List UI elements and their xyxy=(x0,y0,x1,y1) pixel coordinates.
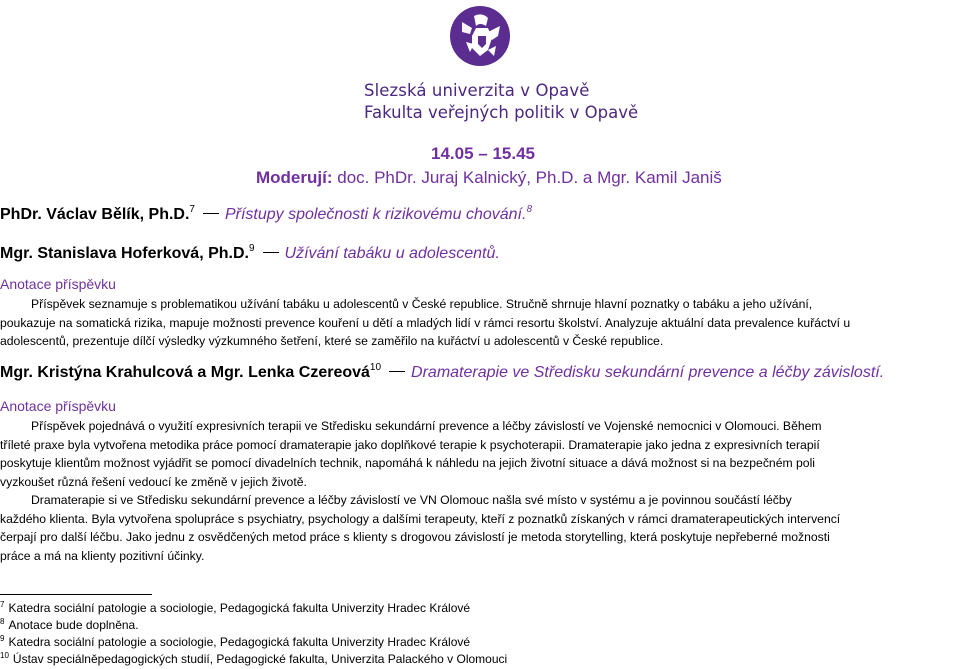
footnote xyxy=(0,617,139,632)
abstract-line xyxy=(0,295,960,314)
university-name: Slezská univerzita v Opavě xyxy=(364,81,590,100)
abstract-line: poskytuje klientům možnost vyjádřit se pomocí divadelních technik, napomáhá k náhledu na jejich životní situace a dává možnost si na bezpečném poli xyxy=(0,456,815,470)
footnote-ref: 9 xyxy=(248,243,255,254)
abstract-line-text: Příspěvek pojednává o využití expresivních terapii ve Středisku sekundární prevence a léčby závislostí ve Vojenské nemocnici v Olomouci. Během xyxy=(31,419,822,433)
abstract-text xyxy=(0,417,960,565)
footnote xyxy=(0,600,470,615)
talk-title: Užívání tabáku u adolescentů. xyxy=(284,245,500,262)
footnote xyxy=(0,651,507,666)
talk-2 xyxy=(0,243,500,263)
abstract-line: adolescentů, prezentuje dílčí výsledky výzkumného šetření, které se zaměřilo na kuřáctví u adolescentů v České republice. xyxy=(0,334,664,348)
abstract-text xyxy=(0,295,960,351)
talk-author: Mgr. Kristýna Krahulcová a Mgr. Lenka Czereová xyxy=(0,364,370,381)
session-time: 14.05 – 15.45 xyxy=(431,144,535,163)
footnote xyxy=(0,634,470,649)
faculty-name: Fakulta veřejných politik v Opavě xyxy=(364,103,639,122)
footnote-divider xyxy=(0,594,152,595)
abstract-line xyxy=(0,417,960,436)
university-eagle-crest-icon xyxy=(448,2,512,70)
footnote-number: 9 xyxy=(0,634,5,643)
abstract-line: poukazuje na somatická rizika, mapuje možnosti prevence kouření u dětí a mladých lidí v rámci resortu školství. Analyzuje aktuální data prevalence kuřáctví u xyxy=(0,315,851,330)
abstract-line: čerpají pro další léčbu. Jako jednu z osvědčených metod práce s klienty s drogovou závislostí je metoda storytelling, která poskytuje nepřeberné možnosti xyxy=(0,530,830,544)
footnote-text: Anotace bude doplněna. xyxy=(8,618,139,632)
footnote-ref: 8 xyxy=(526,204,533,215)
footnote-ref: 7 xyxy=(189,204,195,215)
abstract-line: každého klienta. Byla vytvořena spolupráce s psychiatry, psychology a dalšími terapeuty, kteří z poznatků získaných v rámci dramaterapeutických intervencí xyxy=(0,511,841,526)
footnote-number: 8 xyxy=(0,617,5,626)
talk-1 xyxy=(0,204,532,224)
footnote-number: 7 xyxy=(0,600,5,609)
moderators-label: Moderují: xyxy=(256,168,333,187)
talk-author: PhDr. Václav Bělík, Ph.D. xyxy=(0,206,190,223)
abstract-label: Anotace příspěvku xyxy=(0,276,116,292)
abstract-line xyxy=(0,491,960,510)
abstract-line: práce a má na klienty pozitivní účinky. xyxy=(0,548,205,563)
dash-separator xyxy=(263,252,279,253)
dash-separator xyxy=(389,371,405,372)
moderators-line xyxy=(256,168,722,188)
abstract-line: tříleté praxe byla vytvořena metodika práce pomocí dramaterapie jako doplňkové terapie k psychoterapii. Dramaterapie jako jedna z expresivních terapií xyxy=(0,437,820,452)
talk-3 xyxy=(0,362,884,382)
footnote-number: 10 xyxy=(0,651,9,660)
talk-author: Mgr. Stanislava Hoferková, Ph.D. xyxy=(0,245,249,262)
footnote-ref: 10 xyxy=(369,362,382,373)
talk-title: Dramaterapie ve Středisku sekundární prevence a léčby závislostí. xyxy=(411,364,885,381)
talk-title: Přístupy společnosti k rizikovému chování. xyxy=(224,206,527,223)
footnote-text: Katedra sociální patologie a sociologie, Pedagogická fakulta Univerzity Hradec Králové xyxy=(8,635,471,649)
footnote-text: Katedra sociální patologie a sociologie, Pedagogická fakulta Univerzity Hradec Králové xyxy=(8,601,471,615)
abstract-label: Anotace příspěvku xyxy=(0,398,116,414)
abstract-line: vyzkoušet různá řešení vedoucí ke změně v jejich životě. xyxy=(0,474,307,489)
moderators-names: doc. PhDr. Juraj Kalnický, Ph.D. a Mgr. Kamil Janiš xyxy=(337,168,722,187)
dash-separator xyxy=(203,213,219,214)
abstract-line-text: Dramaterapie si ve Středisku sekundární prevence a léčby závislostí ve VN Olomouc našla své místo v systému a je povinnou součástí léčby xyxy=(31,493,792,507)
footnote-text: Ústav speciálněpedagogických studií, Pedagogické fakulta, Univerzita Palackého v Olomouci xyxy=(12,652,508,666)
abstract-line-text: Příspěvek seznamuje s problematikou užívání tabáku u adolescentů v České republice. Stručně shrnuje hlavní poznatky o tabáku a jeho užívání, xyxy=(31,297,813,311)
